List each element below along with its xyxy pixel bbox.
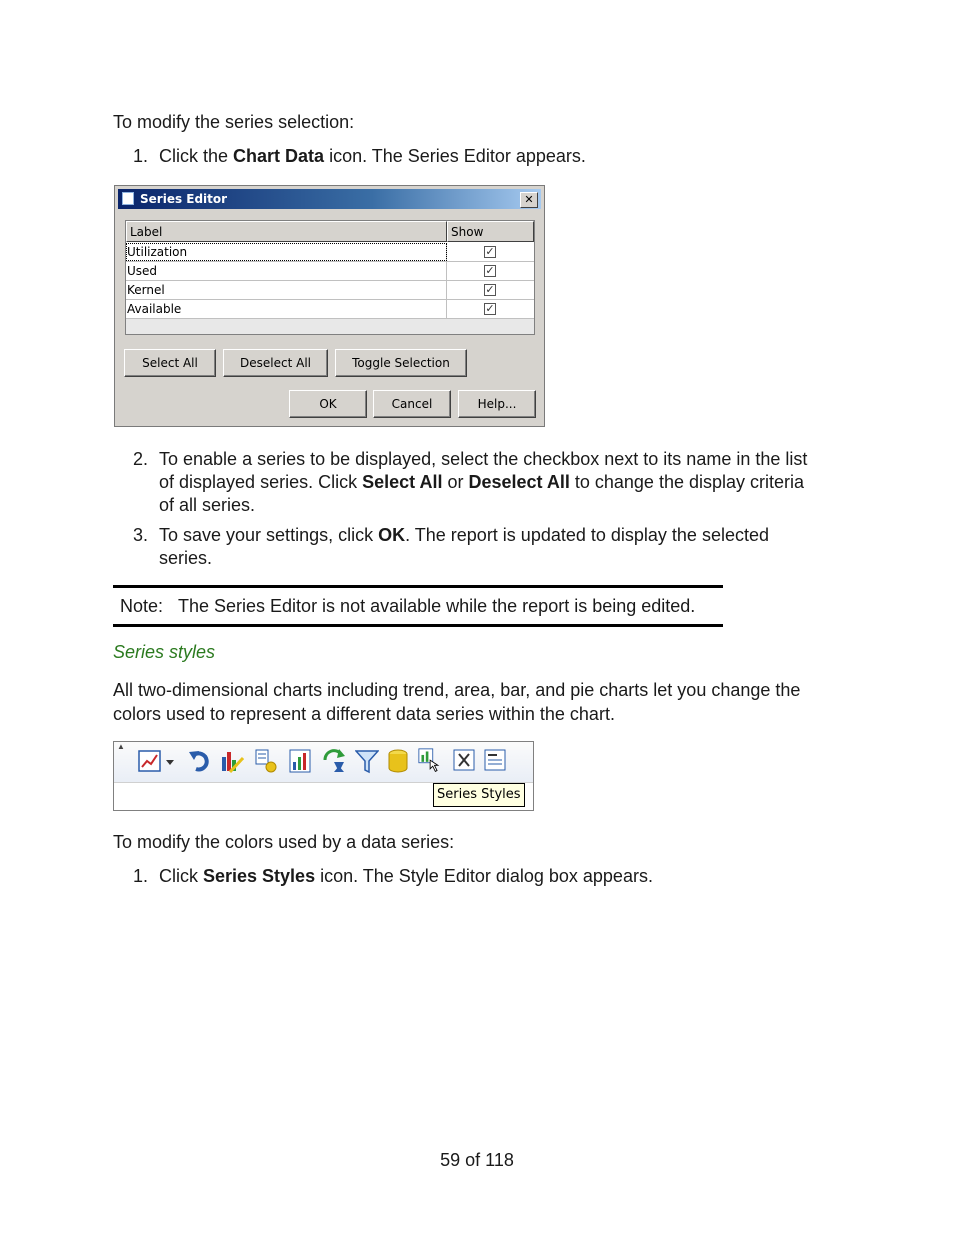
note-label: Note: — [120, 596, 164, 616]
series-label: Kernel — [126, 281, 447, 299]
column-header-show[interactable]: Show — [447, 221, 534, 242]
cancel-button[interactable]: Cancel — [373, 390, 451, 418]
series-label: Available — [126, 300, 447, 318]
refresh-icon[interactable] — [321, 748, 349, 774]
toolbar-grip-icon: ▲ — [117, 742, 125, 751]
table-empty-area — [126, 319, 534, 334]
show-checkbox[interactable]: ✓ — [485, 264, 495, 277]
intro-text: To modify the series selection: — [113, 112, 355, 132]
table-header — [126, 221, 534, 243]
step-number: 2. — [132, 449, 148, 469]
close-icon[interactable]: ✕ — [520, 192, 538, 208]
show-checkbox[interactable]: ✓ — [485, 302, 495, 315]
step-3-line-2: series. — [159, 548, 213, 568]
chart-type-icon[interactable] — [138, 748, 162, 774]
chart-edit-icon[interactable] — [220, 748, 244, 774]
dropdown-arrow-icon[interactable] — [164, 748, 176, 774]
step-1-text: Click the Chart Data icon. The Series Editor appears. — [159, 146, 586, 166]
toggle-selection-button[interactable]: Toggle Selection — [335, 349, 467, 377]
close-chart-icon[interactable] — [452, 748, 476, 774]
series-label: Used — [126, 262, 447, 280]
ok-button[interactable]: OK — [289, 390, 367, 418]
step-number: 3. — [132, 525, 148, 545]
step-2-line-2: of displayed series. Click Select All or Deselect All to change the display criteria — [159, 472, 805, 492]
toolbar — [114, 742, 533, 783]
table-row[interactable] — [126, 243, 534, 262]
series-styles-icon[interactable] — [416, 748, 446, 774]
help-button[interactable]: Help... — [458, 390, 536, 418]
undo-icon[interactable] — [188, 748, 212, 774]
table-row[interactable] — [126, 281, 534, 300]
note-bottom-rule — [113, 624, 723, 627]
step-2-line-1: To enable a series to be displayed, select the checkbox next to its name in the list — [159, 449, 808, 469]
legend-icon[interactable] — [288, 748, 312, 774]
table-row[interactable] — [126, 300, 534, 319]
dialog-title: Series Editor — [140, 192, 228, 206]
paragraph-line-1: All two-dimensional charts including trend, area, bar, and pie charts let you change the — [113, 680, 801, 700]
intro-text-2: To modify the colors used by a data series: — [113, 832, 455, 852]
app-icon — [122, 192, 134, 205]
step-number: 1. — [132, 146, 148, 166]
table-row[interactable] — [126, 262, 534, 281]
database-icon[interactable] — [386, 748, 410, 774]
select-all-button[interactable]: Select All — [124, 349, 216, 377]
note-top-rule — [113, 585, 723, 588]
chart-data-icon[interactable] — [254, 748, 278, 774]
step-text: Click Series Styles icon. The Style Editor dialog box appears. — [159, 866, 653, 886]
series-editor-dialog — [114, 185, 545, 427]
toolbar-screenshot — [113, 741, 534, 811]
filter-icon[interactable] — [355, 748, 379, 774]
column-header-label[interactable]: Label — [126, 221, 447, 242]
show-checkbox[interactable]: ✓ — [485, 245, 495, 258]
dialog-titlebar — [118, 189, 541, 209]
paragraph-line-2: colors used to represent a different data series within the chart. — [113, 704, 615, 724]
section-heading: Series styles — [113, 642, 216, 662]
deselect-all-button[interactable]: Deselect All — [223, 349, 328, 377]
step-2-line-3: of all series. — [159, 495, 256, 515]
series-table — [125, 220, 535, 335]
series-label: Utilization — [126, 243, 447, 261]
step-number: 1. — [132, 866, 148, 886]
step-3-line-1: To save your settings, click OK. The report is updated to display the selected — [159, 525, 769, 545]
text-icon[interactable] — [483, 748, 507, 774]
note-text: The Series Editor is not available while the report is being edited. — [178, 596, 696, 616]
show-checkbox[interactable]: ✓ — [485, 283, 495, 296]
page-number: 59 of 118 — [440, 1150, 514, 1170]
series-styles-tooltip: Series Styles — [433, 783, 525, 807]
